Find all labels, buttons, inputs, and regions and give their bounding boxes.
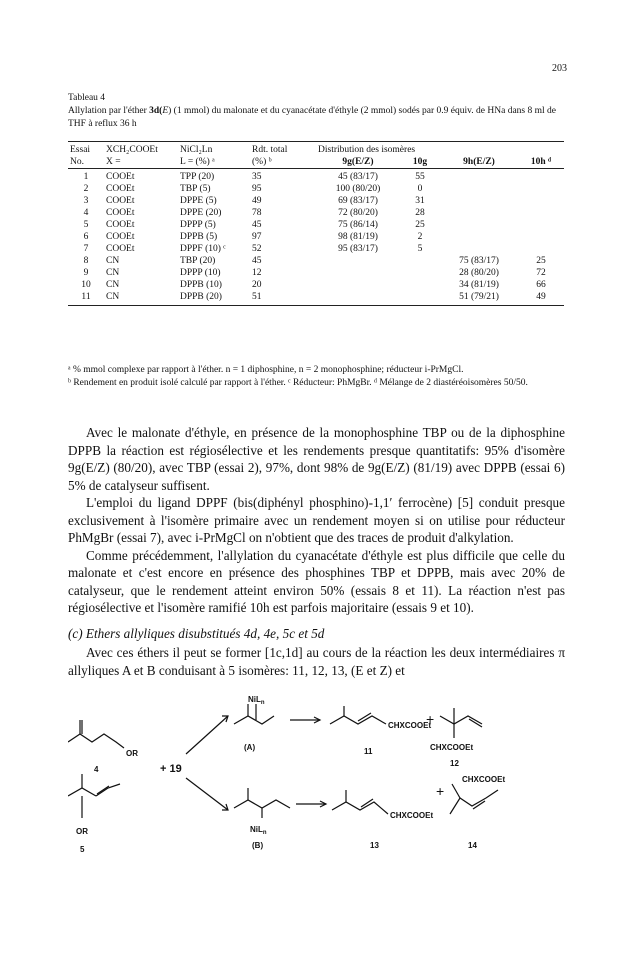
cell-rdt: 45 [252, 220, 262, 230]
cell-10g [400, 255, 440, 267]
table-header-row-2 [68, 156, 564, 169]
compound-13 [332, 790, 433, 850]
or-label-4: OR [126, 749, 138, 758]
compound-number-5: 5 [80, 845, 85, 854]
plus-19: + 19 [160, 763, 182, 775]
cell-9g [316, 291, 400, 306]
cell-9h [440, 207, 518, 219]
cell-rdt: 51 [250, 291, 316, 306]
cell-10h [518, 207, 564, 219]
cell-9h [440, 195, 518, 207]
header-essai: Essai [68, 142, 104, 157]
cell-ligand: TBP (20) [180, 256, 216, 266]
intermediate-b [234, 788, 290, 850]
cell-9g [316, 255, 400, 267]
cell-9g: 98 (81/19) [338, 232, 378, 242]
paragraph-1: Avec le malonate d'éthyle, en présence de la monophosphine TBP ou de la diphosphine DPPB la réaction est régiosélective et les rendements presque quantitatifs: 95% d'isomère 9g(E/Z) (80/20), avec TBP (essai 2), 97%, dont 98% de 9g(E/Z) (81/19) avec DPPB (essai 6) 5% de catalyseur suffisent. [68, 425, 565, 493]
label-b: (B) [252, 841, 264, 850]
cell-10g [400, 279, 440, 291]
chx-label-13: CHXCOOEt [390, 811, 434, 820]
compound-number-14: 14 [468, 841, 477, 850]
cell-rdt: 45 [252, 256, 262, 266]
header-nicl: NiCl₂Ln [178, 142, 250, 157]
table-row [68, 231, 564, 243]
body-text [68, 424, 565, 617]
cell-10h: 72 [536, 268, 546, 278]
cell-9h [440, 183, 518, 195]
header-no: No. [70, 157, 84, 167]
cell-9g: 72 (80/20) [338, 208, 378, 218]
table-footnotes [68, 364, 564, 390]
cell-10g: 28 [415, 208, 425, 218]
cell-10h [518, 183, 564, 195]
compound-number-12: 12 [450, 759, 459, 768]
chx-label-11: CHXCOOEt [388, 721, 432, 730]
table-description: Allylation par l'éther 3d(E) (1 mmol) du malonate et du cyanacétate d'éthyle (2 mmol) sodés par 0.9 équiv. de HNa dans 8 ml de THF à reflux 36 h [68, 106, 556, 129]
cell-9h [440, 243, 518, 255]
section-body [68, 644, 565, 679]
header-x: X = [106, 157, 121, 167]
paragraph-3: Comme précédemment, l'allylation du cyanacétate d'éthyle est plus difficile que celle du malonate et c'est encore en présence des phosphines TBP et DPPB, mais avec 20% de catalyseur, que le rendement atteint environ 50% (essais 8 et 11). La réaction n'est pas régiosélective et l'isomère ramifié 10h est parfois majoritaire (essais 9 et 10). [68, 547, 565, 615]
cell-essai: 1 [68, 169, 104, 184]
header-rdt2: (%) ᵇ [252, 157, 272, 167]
nil-label-a: NiL$_n$ [248, 695, 265, 706]
cell-ligand: DPPP (10) [180, 268, 221, 278]
footnote-a: ᵃ % mmol complexe par rapport à l'éther. n = 1 diphosphine, n = 2 monophosphine; réducteur i-PrMgCl. [68, 365, 464, 375]
cell-10g: 55 [400, 169, 440, 184]
cell-x: CN [104, 291, 178, 306]
cell-10g [400, 267, 440, 279]
section-title: (c) Ethers allyliques disubstitués 4d, 4e, 5c et 5d [68, 626, 325, 641]
cell-x: COOEt [106, 232, 135, 242]
cell-ligand: DPPE (5) [180, 196, 217, 206]
cell-9g: 100 (80/20) [335, 184, 381, 194]
cell-x: COOEt [106, 244, 135, 254]
cell-9h [440, 169, 518, 184]
header-10g: 10g [400, 156, 440, 169]
footnote-b: ᵇ Rendement en produit isolé calculé par rapport à l'éther. ᶜ Réducteur: PhMgBr. ᵈ Mélange de 2 diastéréoisomères 50/50. [68, 378, 528, 388]
cell-10g: 31 [415, 196, 425, 206]
table-title: Tableau 4 [68, 93, 106, 103]
cell-10h [518, 219, 564, 231]
cell-rdt: 95 [252, 184, 262, 194]
paragraph-2: L'emploi du ligand DPPF (bis(diphényl phosphino)-1,1′ ferrocène) [5] conduit presque exclusivement à l'isomère primaire avec un rendement moyen si on utilise pour réducteur PhMgBr (essai 7), avec i-PrMgCl on n'obtient que des traces de produit d'alkylation. [68, 495, 565, 545]
cell-10g: 2 [417, 232, 423, 242]
cell-x: COOEt [106, 220, 135, 230]
page-number: 203 [552, 63, 567, 74]
cell-10g [400, 291, 440, 306]
cell-rdt: 97 [252, 232, 262, 242]
table-row [68, 207, 564, 219]
header-9g: 9g(E/Z) [316, 156, 400, 169]
cell-rdt: 20 [252, 280, 262, 290]
compound-14 [450, 775, 505, 850]
cell-essai: 4 [83, 208, 89, 218]
cell-10h: 25 [536, 256, 546, 266]
cell-10h [518, 243, 564, 255]
header-9h: 9h(E/Z) [440, 156, 518, 169]
cell-9g [316, 279, 400, 291]
cell-essai: 10 [81, 280, 91, 290]
table-header-row [68, 142, 564, 157]
table-row [68, 243, 564, 255]
cell-9h: 34 (81/19) [459, 280, 499, 290]
cell-9h [440, 231, 518, 243]
cell-rdt: 52 [252, 244, 262, 254]
intermediate-a [234, 695, 274, 752]
cell-ligand: TBP (5) [180, 184, 211, 194]
plus-sign-1: + [426, 711, 435, 727]
compound-number-13: 13 [370, 841, 379, 850]
cell-essai: 6 [83, 232, 89, 242]
cell-9g: 69 (83/17) [338, 196, 378, 206]
header-10h: 10h ᵈ [518, 156, 564, 169]
cell-ligand: DPPP (5) [180, 220, 216, 230]
cell-essai: 8 [83, 256, 89, 266]
cell-x: CN [106, 256, 120, 266]
chx-label-12: CHXCOOEt [430, 743, 474, 752]
cell-10g: 25 [415, 220, 425, 230]
cell-x: CN [106, 280, 120, 290]
table-row [68, 279, 564, 291]
table-row [68, 169, 564, 184]
cell-rdt: 49 [252, 196, 262, 206]
cell-rdt: 35 [250, 169, 316, 184]
cell-x: COOEt [104, 169, 178, 184]
cell-x: COOEt [106, 196, 135, 206]
cell-ligand: DPPF (10) ᶜ [180, 244, 226, 254]
table-caption [68, 92, 568, 131]
cell-9g: 95 (83/17) [338, 244, 378, 254]
table-row [68, 291, 564, 306]
table-row [68, 219, 564, 231]
compound-4 [68, 720, 138, 774]
cell-9h [440, 219, 518, 231]
cell-10h [518, 195, 564, 207]
header-rdt: Rdt. total [250, 142, 316, 157]
cell-essai: 11 [68, 291, 104, 306]
compound-5 [68, 774, 120, 854]
cell-9h: 28 (80/20) [459, 268, 499, 278]
header-xch: XCH₂COOEt [104, 142, 178, 157]
cell-9g [316, 267, 400, 279]
cell-essai: 9 [83, 268, 89, 278]
table-row [68, 267, 564, 279]
cell-essai: 3 [83, 196, 89, 206]
or-label-5: OR [76, 827, 88, 836]
cell-10g: 0 [417, 184, 423, 194]
cell-9g: 75 (86/14) [338, 220, 378, 230]
results-table [68, 141, 564, 306]
cell-ligand: DPPB (10) [180, 280, 222, 290]
cell-9g: 45 (83/17) [316, 169, 400, 184]
cell-rdt: 78 [252, 208, 262, 218]
plus-sign-2: + [436, 783, 445, 799]
table-body [68, 169, 564, 306]
cell-ligand: DPPB (20) [178, 291, 250, 306]
chx-label-14: CHXCOOEt [462, 775, 506, 784]
table-row [68, 183, 564, 195]
cell-essai: 5 [83, 220, 89, 230]
cell-10h: 49 [518, 291, 564, 306]
table-row [68, 195, 564, 207]
cell-10h [518, 169, 564, 184]
compound-number-4: 4 [94, 765, 99, 774]
cell-10g: 5 [417, 244, 423, 254]
reaction-scheme [68, 690, 568, 870]
table-row [68, 255, 564, 267]
cell-essai: 2 [83, 184, 89, 194]
cell-10h [518, 231, 564, 243]
cell-9h: 51 (79/21) [440, 291, 518, 306]
section-paragraph: Avec ces éthers il peut se former [1c,1d] au cours de la réaction les deux intermédiaires π allyliques A et B conduisant à 5 isomères: 11, 12, 13, (E et Z) et [68, 645, 565, 678]
cell-9h: 75 (83/17) [459, 256, 499, 266]
compound-12 [430, 708, 482, 768]
nil-label-b: NiL$_n$ [250, 825, 267, 836]
label-a: (A) [244, 743, 256, 752]
cell-rdt: 12 [252, 268, 262, 278]
cell-x: COOEt [106, 208, 135, 218]
cell-ligand: TPP (20) [178, 169, 250, 184]
cell-ligand: DPPE (20) [180, 208, 222, 218]
cell-x: COOEt [106, 184, 135, 194]
compound-11 [330, 706, 431, 756]
cell-10h: 66 [536, 280, 546, 290]
compound-number-11: 11 [364, 747, 373, 756]
header-distribution: Distribution des isomères [316, 142, 564, 157]
cell-ligand: DPPB (5) [180, 232, 218, 242]
header-l: L = (%) ᵃ [180, 157, 215, 167]
cell-essai: 7 [83, 244, 89, 254]
cell-x: CN [106, 268, 120, 278]
